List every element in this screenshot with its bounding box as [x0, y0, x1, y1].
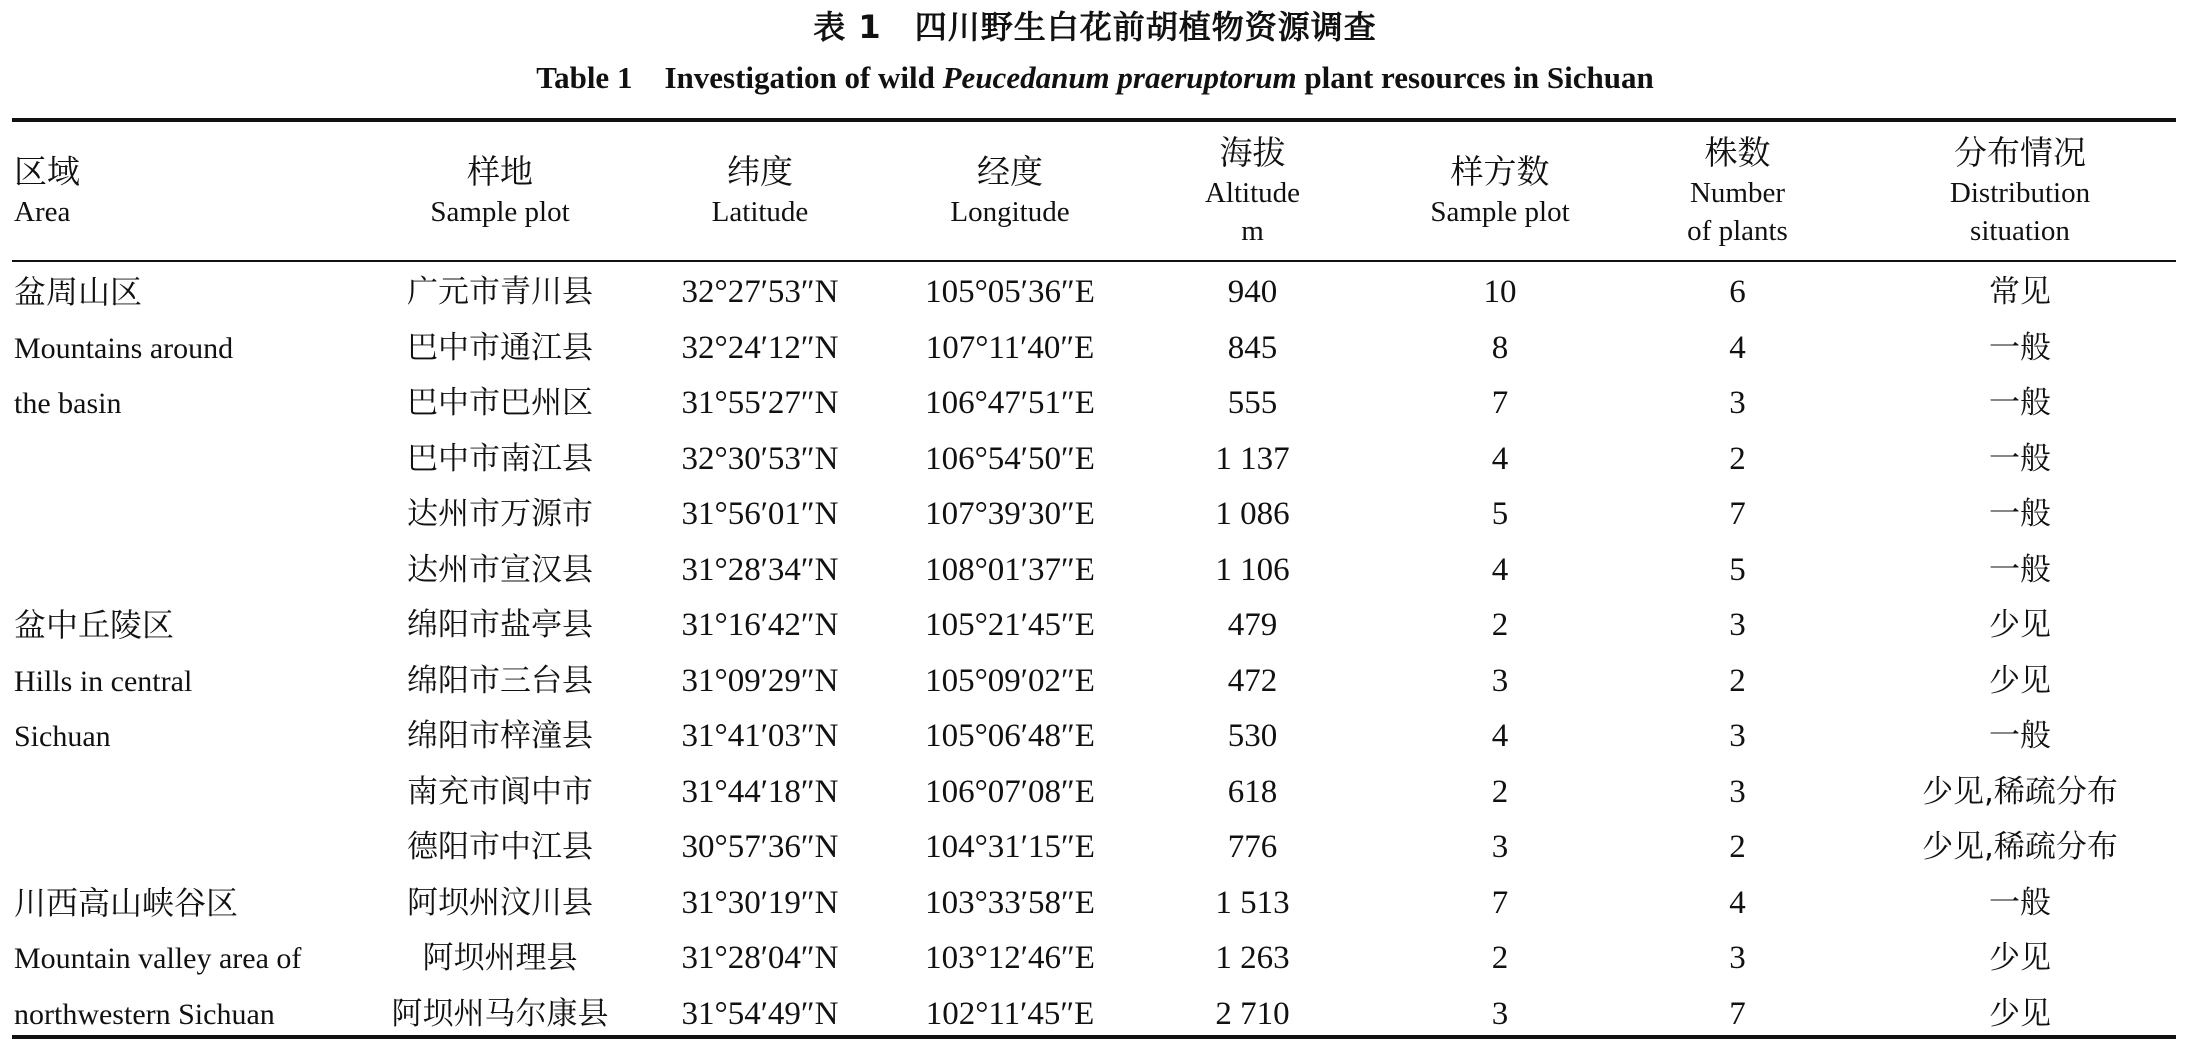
title-suffix: plant resources in Sichuan [1297, 60, 1654, 95]
cell-sample-count: 7 [1370, 876, 1630, 932]
cell-plant-count: 5 [1630, 543, 1845, 599]
header-alt-cn: 海拔 [1220, 132, 1286, 174]
cell-sample-plot: 巴中市南江县 [370, 432, 630, 488]
header-rule [12, 260, 2176, 262]
cell-area: northwestern Sichuan [14, 987, 275, 1042]
cell-latitude: 30°57′36″N [640, 820, 880, 876]
header-lat-cn: 纬度 [727, 151, 793, 193]
cell-plant-count: 7 [1630, 487, 1845, 543]
cell-sample-plot: 巴中市巴州区 [370, 376, 630, 432]
cell-altitude: 1 263 [1140, 931, 1365, 987]
cell-latitude: 31°55′27″N [640, 376, 880, 432]
header-area [14, 122, 314, 260]
cell-longitude: 106°47′51″E [885, 376, 1135, 432]
cell-distribution: 一般 [1880, 709, 2160, 765]
cell-plant-count: 4 [1630, 321, 1845, 377]
cell-latitude: 31°56′01″N [640, 487, 880, 543]
cell-distribution: 少见 [1880, 598, 2160, 654]
cell-area: Hills in central [14, 654, 192, 710]
cell-latitude: 31°28′34″N [640, 543, 880, 599]
cell-latitude: 31°41′03″N [640, 709, 880, 765]
table-row [0, 987, 2190, 1042]
cell-sample-count: 4 [1370, 709, 1630, 765]
header-alt-en1: Altitude [1205, 174, 1300, 212]
header-sample-plot [1370, 122, 1630, 260]
cell-latitude: 32°30′53″N [640, 432, 880, 488]
header-plants-cn: 株数 [1705, 132, 1771, 174]
cell-plant-count: 6 [1630, 265, 1845, 321]
table-row [0, 765, 2190, 821]
cell-longitude: 105°05′36″E [885, 265, 1135, 321]
cell-plant-count: 2 [1630, 820, 1845, 876]
cell-altitude: 530 [1140, 709, 1365, 765]
cell-longitude: 103°33′58″E [885, 876, 1135, 932]
cell-distribution: 少见 [1880, 987, 2160, 1042]
cell-plant-count: 2 [1630, 654, 1845, 710]
cell-sample-count: 4 [1370, 432, 1630, 488]
cell-sample-plot: 绵阳市三台县 [370, 654, 630, 710]
header-area-en: Area [14, 193, 70, 231]
cell-sample-plot: 广元市青川县 [370, 265, 630, 321]
cell-plant-count: 4 [1630, 876, 1845, 932]
cell-longitude: 106°07′08″E [885, 765, 1135, 821]
cell-distribution: 一般 [1880, 376, 2160, 432]
table-row [0, 598, 2190, 654]
cell-sample-plot: 南充市阆中市 [370, 765, 630, 821]
header-lon-en: Longitude [950, 193, 1069, 231]
cell-area: Mountains around [14, 321, 233, 377]
header-dist-cn: 分布情况 [1954, 132, 2086, 174]
cell-area: Mountain valley area of [14, 931, 301, 987]
table-row [0, 376, 2190, 432]
header-sample-cn: 样方数 [1451, 151, 1550, 193]
cell-latitude: 31°16′42″N [640, 598, 880, 654]
cell-latitude: 31°09′29″N [640, 654, 880, 710]
cell-sample-count: 3 [1370, 820, 1630, 876]
header-sample-en: Sample plot [1430, 193, 1569, 231]
header-plot-en: Sample plot [430, 193, 569, 231]
cell-distribution: 一般 [1880, 876, 2160, 932]
cell-plant-count: 3 [1630, 709, 1845, 765]
header-area-cn: 区域 [14, 151, 80, 193]
cell-sample-plot: 阿坝州理县 [370, 931, 630, 987]
header-alt-en2: m [1241, 212, 1264, 250]
cell-plant-count: 3 [1630, 765, 1845, 821]
cell-distribution: 一般 [1880, 487, 2160, 543]
table-title-en [0, 60, 2190, 96]
cell-latitude: 31°44′18″N [640, 765, 880, 821]
cell-sample-count: 2 [1370, 931, 1630, 987]
cell-longitude: 105°09′02″E [885, 654, 1135, 710]
table-row [0, 432, 2190, 488]
cell-sample-plot: 绵阳市盐亭县 [370, 598, 630, 654]
species-name: Peucedanum praeruptorum [943, 60, 1297, 95]
cell-altitude: 1 137 [1140, 432, 1365, 488]
cell-area: 川西高山峡谷区 [14, 876, 238, 932]
cell-longitude: 108°01′37″E [885, 543, 1135, 599]
cell-area: Sichuan [14, 709, 111, 765]
cell-latitude: 31°54′49″N [640, 987, 880, 1042]
cell-longitude: 106°54′50″E [885, 432, 1135, 488]
cell-latitude: 32°27′53″N [640, 265, 880, 321]
header-plot [370, 122, 630, 260]
cell-altitude: 1 106 [1140, 543, 1365, 599]
cell-sample-count: 2 [1370, 598, 1630, 654]
cell-distribution: 少见,稀疏分布 [1880, 765, 2160, 821]
table-row [0, 820, 2190, 876]
cell-altitude: 555 [1140, 376, 1365, 432]
cell-distribution: 少见,稀疏分布 [1880, 820, 2160, 876]
cell-altitude: 472 [1140, 654, 1365, 710]
cell-area: the basin [14, 376, 121, 432]
cell-sample-count: 7 [1370, 376, 1630, 432]
table-row [0, 543, 2190, 599]
title-text: Investigation of wild [664, 60, 942, 95]
header-altitude [1140, 122, 1365, 260]
cell-longitude: 103°12′46″E [885, 931, 1135, 987]
cell-longitude: 104°31′15″E [885, 820, 1135, 876]
cell-altitude: 2 710 [1140, 987, 1365, 1042]
cell-altitude: 940 [1140, 265, 1365, 321]
cell-sample-count: 8 [1370, 321, 1630, 377]
cell-sample-plot: 达州市万源市 [370, 487, 630, 543]
header-longitude [885, 122, 1135, 260]
cell-sample-plot: 德阳市中江县 [370, 820, 630, 876]
header-plot-cn: 样地 [467, 151, 533, 193]
cell-sample-count: 3 [1370, 654, 1630, 710]
cell-distribution: 一般 [1880, 543, 2160, 599]
table-row [0, 265, 2190, 321]
cell-distribution: 少见 [1880, 931, 2160, 987]
cell-longitude: 107°11′40″E [885, 321, 1135, 377]
cell-area: 盆中丘陵区 [14, 598, 174, 654]
cell-sample-count: 10 [1370, 265, 1630, 321]
cell-area: 盆周山区 [14, 265, 142, 321]
table-row [0, 654, 2190, 710]
header-latitude [640, 122, 880, 260]
header-plants-en1: Number [1690, 174, 1785, 212]
cell-plant-count: 3 [1630, 376, 1845, 432]
cell-longitude: 107°39′30″E [885, 487, 1135, 543]
cell-distribution: 少见 [1880, 654, 2160, 710]
cell-plant-count: 7 [1630, 987, 1845, 1042]
header-lon-cn: 经度 [977, 151, 1043, 193]
header-plants-en2: of plants [1687, 212, 1788, 250]
cell-sample-plot: 阿坝州汶川县 [370, 876, 630, 932]
header-distribution [1880, 122, 2160, 260]
cell-altitude: 776 [1140, 820, 1365, 876]
cell-longitude: 102°11′45″E [885, 987, 1135, 1042]
cell-altitude: 618 [1140, 765, 1365, 821]
cell-plant-count: 3 [1630, 598, 1845, 654]
cell-latitude: 32°24′12″N [640, 321, 880, 377]
cell-sample-plot: 阿坝州马尔康县 [370, 987, 630, 1042]
cell-altitude: 479 [1140, 598, 1365, 654]
cell-altitude: 1 086 [1140, 487, 1365, 543]
cell-plant-count: 2 [1630, 432, 1845, 488]
header-lat-en: Latitude [712, 193, 809, 231]
table-title-cn: 表 1 四川野生白花前胡植物资源调查 [0, 2, 2190, 48]
cell-latitude: 31°28′04″N [640, 931, 880, 987]
cell-sample-count: 4 [1370, 543, 1630, 599]
cell-altitude: 1 513 [1140, 876, 1365, 932]
cell-sample-plot: 巴中市通江县 [370, 321, 630, 377]
cell-plant-count: 3 [1630, 931, 1845, 987]
cell-distribution: 一般 [1880, 432, 2160, 488]
table-number: Table 1 [536, 60, 632, 95]
table-row [0, 876, 2190, 932]
header-plants [1630, 122, 1845, 260]
cell-altitude: 845 [1140, 321, 1365, 377]
cell-distribution: 一般 [1880, 321, 2160, 377]
cell-longitude: 105°21′45″E [885, 598, 1135, 654]
cell-sample-count: 2 [1370, 765, 1630, 821]
header-dist-en2: situation [1970, 212, 2070, 250]
table-row [0, 931, 2190, 987]
cell-sample-count: 3 [1370, 987, 1630, 1042]
cell-sample-count: 5 [1370, 487, 1630, 543]
table-row [0, 321, 2190, 377]
header-dist-en1: Distribution [1950, 174, 2090, 212]
cell-sample-plot: 绵阳市梓潼县 [370, 709, 630, 765]
table-row [0, 709, 2190, 765]
cell-latitude: 31°30′19″N [640, 876, 880, 932]
cell-distribution: 常见 [1880, 265, 2160, 321]
table-row [0, 487, 2190, 543]
cell-sample-plot: 达州市宣汉县 [370, 543, 630, 599]
cell-longitude: 105°06′48″E [885, 709, 1135, 765]
